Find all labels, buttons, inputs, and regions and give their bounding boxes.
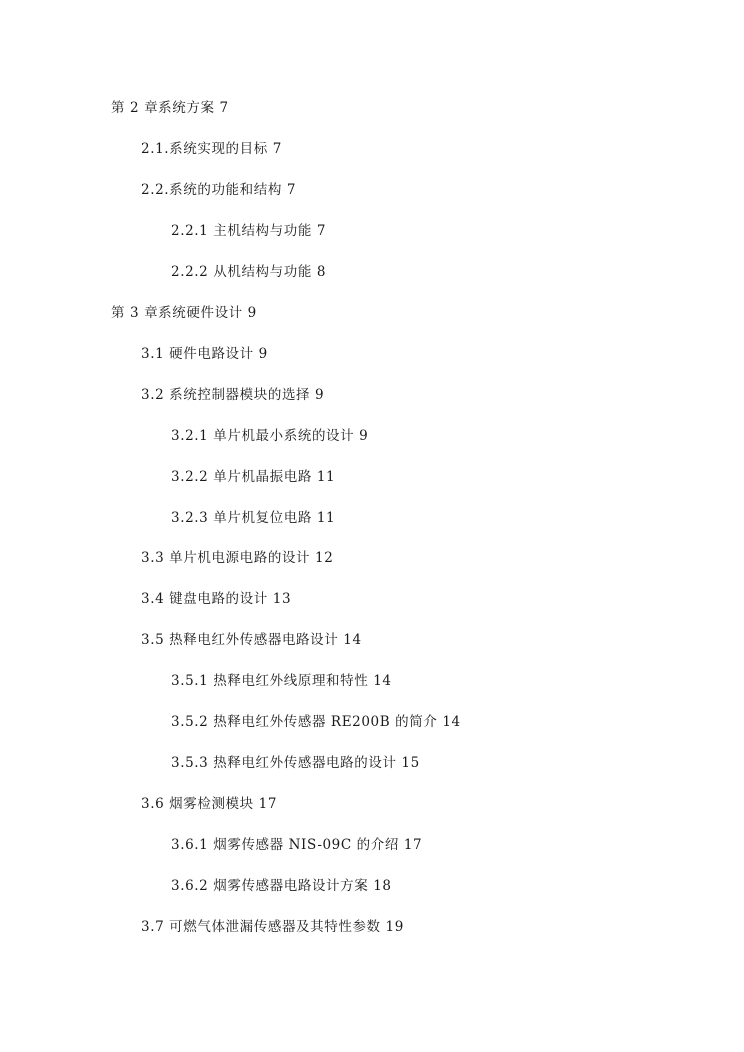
toc-section-3-5: 3.5 热释电红外传感器电路设计 14 <box>141 632 362 648</box>
toc-section-3-2-1: 3.2.1 单片机最小系统的设计 9 <box>171 428 369 444</box>
toc-section-2-2: 2.2.系统的功能和结构 7 <box>141 182 297 198</box>
toc-section-3-7: 3.7 可燃气体泄漏传感器及其特性参数 19 <box>141 919 404 935</box>
toc-section-3-6-2: 3.6.2 烟雾传感器电路设计方案 18 <box>171 878 392 894</box>
toc-section-2-2-1: 2.2.1 主机结构与功能 7 <box>171 223 327 239</box>
toc-section-3-2-3: 3.2.3 单片机复位电路 11 <box>171 510 336 526</box>
toc-section-3-5-1: 3.5.1 热释电红外线原理和特性 14 <box>171 673 392 689</box>
toc-section-3-2-2: 3.2.2 单片机晶振电路 11 <box>171 469 336 485</box>
toc-section-3-6: 3.6 烟雾检测模块 17 <box>141 796 278 812</box>
toc-section-3-4: 3.4 键盘电路的设计 13 <box>141 591 292 607</box>
toc-section-3-1: 3.1 硬件电路设计 9 <box>141 346 268 362</box>
toc-section-2-1: 2.1.系统实现的目标 7 <box>141 141 282 157</box>
toc-section-2-2-2: 2.2.2 从机结构与功能 8 <box>171 264 327 280</box>
toc-section-3-3: 3.3 单片机电源电路的设计 12 <box>141 550 334 566</box>
toc-chapter-3: 第 3 章系统硬件设计 9 <box>111 305 257 321</box>
toc-chapter-2: 第 2 章系统方案 7 <box>111 100 229 116</box>
toc-section-3-5-2: 3.5.2 热释电红外传感器 RE200B 的简介 14 <box>171 714 461 730</box>
toc-section-3-5-3: 3.5.3 热释电红外传感器电路的设计 15 <box>171 755 420 771</box>
toc-section-3-6-1: 3.6.1 烟雾传感器 NIS-09C 的介绍 17 <box>171 837 423 853</box>
toc-section-3-2: 3.2 系统控制器模块的选择 9 <box>141 387 325 403</box>
